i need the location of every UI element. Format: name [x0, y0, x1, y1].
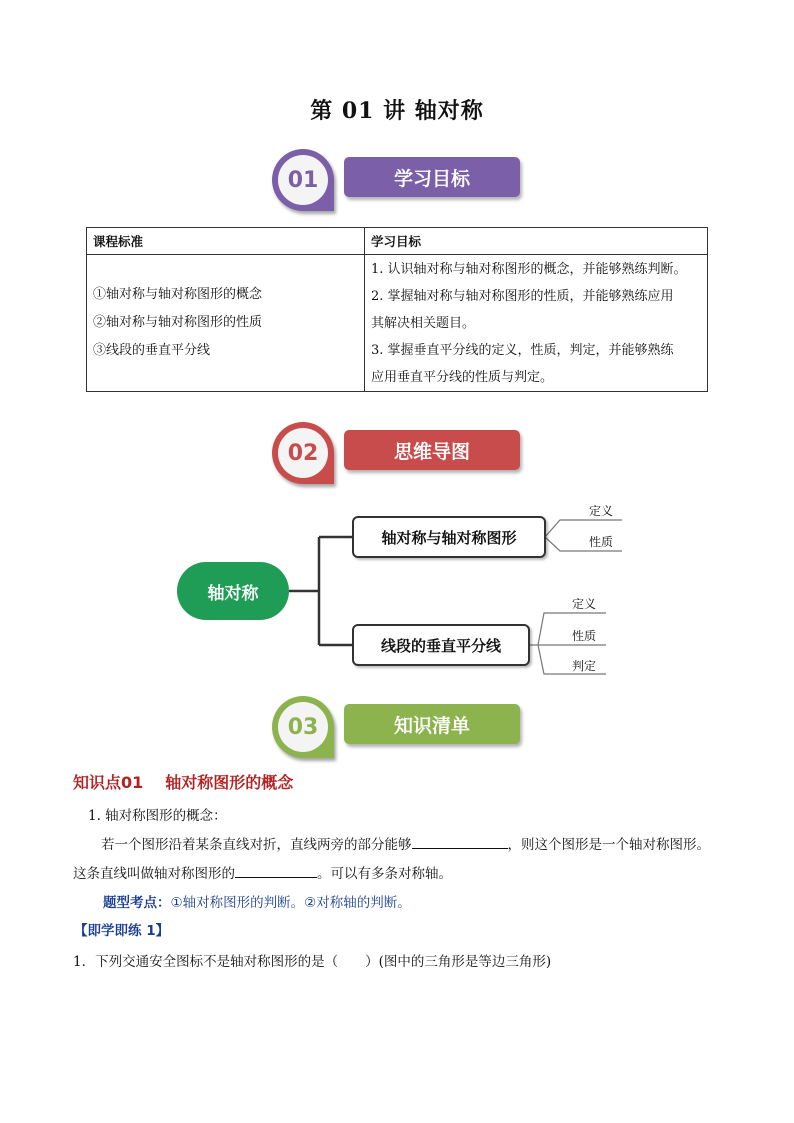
mindmap-leaf: 定义: [589, 504, 614, 518]
section-number: 01: [278, 155, 328, 205]
standard-item: ③线段的垂直平分线: [93, 343, 211, 358]
exam-points-label: 题型考点：: [103, 895, 171, 911]
exam-points-text: ①轴对称图形的判断。②对称轴的判断。: [170, 895, 411, 911]
exam-points-note: [103, 893, 411, 913]
section-banner-knowledge: [272, 696, 524, 758]
fill-blank: [235, 863, 317, 878]
goal-line: 其解决相关题目。: [371, 315, 476, 331]
section-number: 02: [278, 428, 328, 478]
concept-text: ，则这个图形是一个轴对称图形。: [507, 837, 710, 853]
mindmap-leaf: 性质: [572, 629, 597, 643]
practice-label: 【即学即练 1】: [74, 923, 170, 939]
table-header-goals: 学习目标: [365, 228, 708, 255]
section-number: 03: [278, 702, 328, 752]
page-title: 第 01 讲 轴对称: [310, 98, 484, 124]
knowledge-point-heading: [73, 770, 293, 793]
mindmap-leaf: 性质: [589, 535, 614, 549]
section-title: 知识清单: [344, 704, 520, 744]
goal-line: 3. 掌握垂直平分线的定义，性质，判定，并能够熟练: [371, 342, 674, 358]
section-title: 思维导图: [344, 430, 520, 470]
concept-text: 这条直线叫做轴对称图形的: [73, 866, 235, 882]
mindmap-branch-node: 线段的垂直平分线: [352, 624, 530, 666]
mindmap-branch-node: 轴对称与轴对称图形: [352, 516, 546, 558]
concept-text: 若一个图形沿着某条直线对折，直线两旁的部分能够: [101, 837, 412, 853]
mindmap-leaf: 判定: [572, 659, 597, 673]
concept-text: 。可以有多条对称轴。: [317, 866, 452, 882]
goal-line: 2. 掌握轴对称与轴对称图形的性质，并能够熟练应用: [371, 288, 674, 304]
fill-blank: [412, 834, 508, 849]
knowledge-point-title: 轴对称图形的概念: [165, 773, 294, 792]
mindmap-root-node: 轴对称: [177, 562, 289, 620]
mindmap-leaf: 定义: [572, 597, 597, 611]
section-title: 学习目标: [344, 157, 520, 197]
concept-sentence: [73, 863, 452, 884]
question-text: 1．下列交通安全图标不是轴对称图形的是（ ）(图中的三角形是等边三角形): [73, 954, 552, 970]
knowledge-point-label: 知识点01: [73, 773, 144, 792]
concept-sentence: [101, 834, 741, 855]
concept-heading: 1. 轴对称图形的概念：: [88, 808, 227, 824]
standard-item: ②轴对称与轴对称图形的性质: [93, 315, 263, 330]
section-number-badge: [272, 696, 334, 758]
table-header-standard: 课程标准: [87, 228, 365, 255]
goal-line: 1. 认识轴对称与轴对称图形的概念，并能够熟练判断。: [371, 261, 687, 277]
goal-line: 应用垂直平分线的性质与判定。: [371, 369, 554, 385]
standard-item: ①轴对称与轴对称图形的概念: [93, 287, 263, 302]
